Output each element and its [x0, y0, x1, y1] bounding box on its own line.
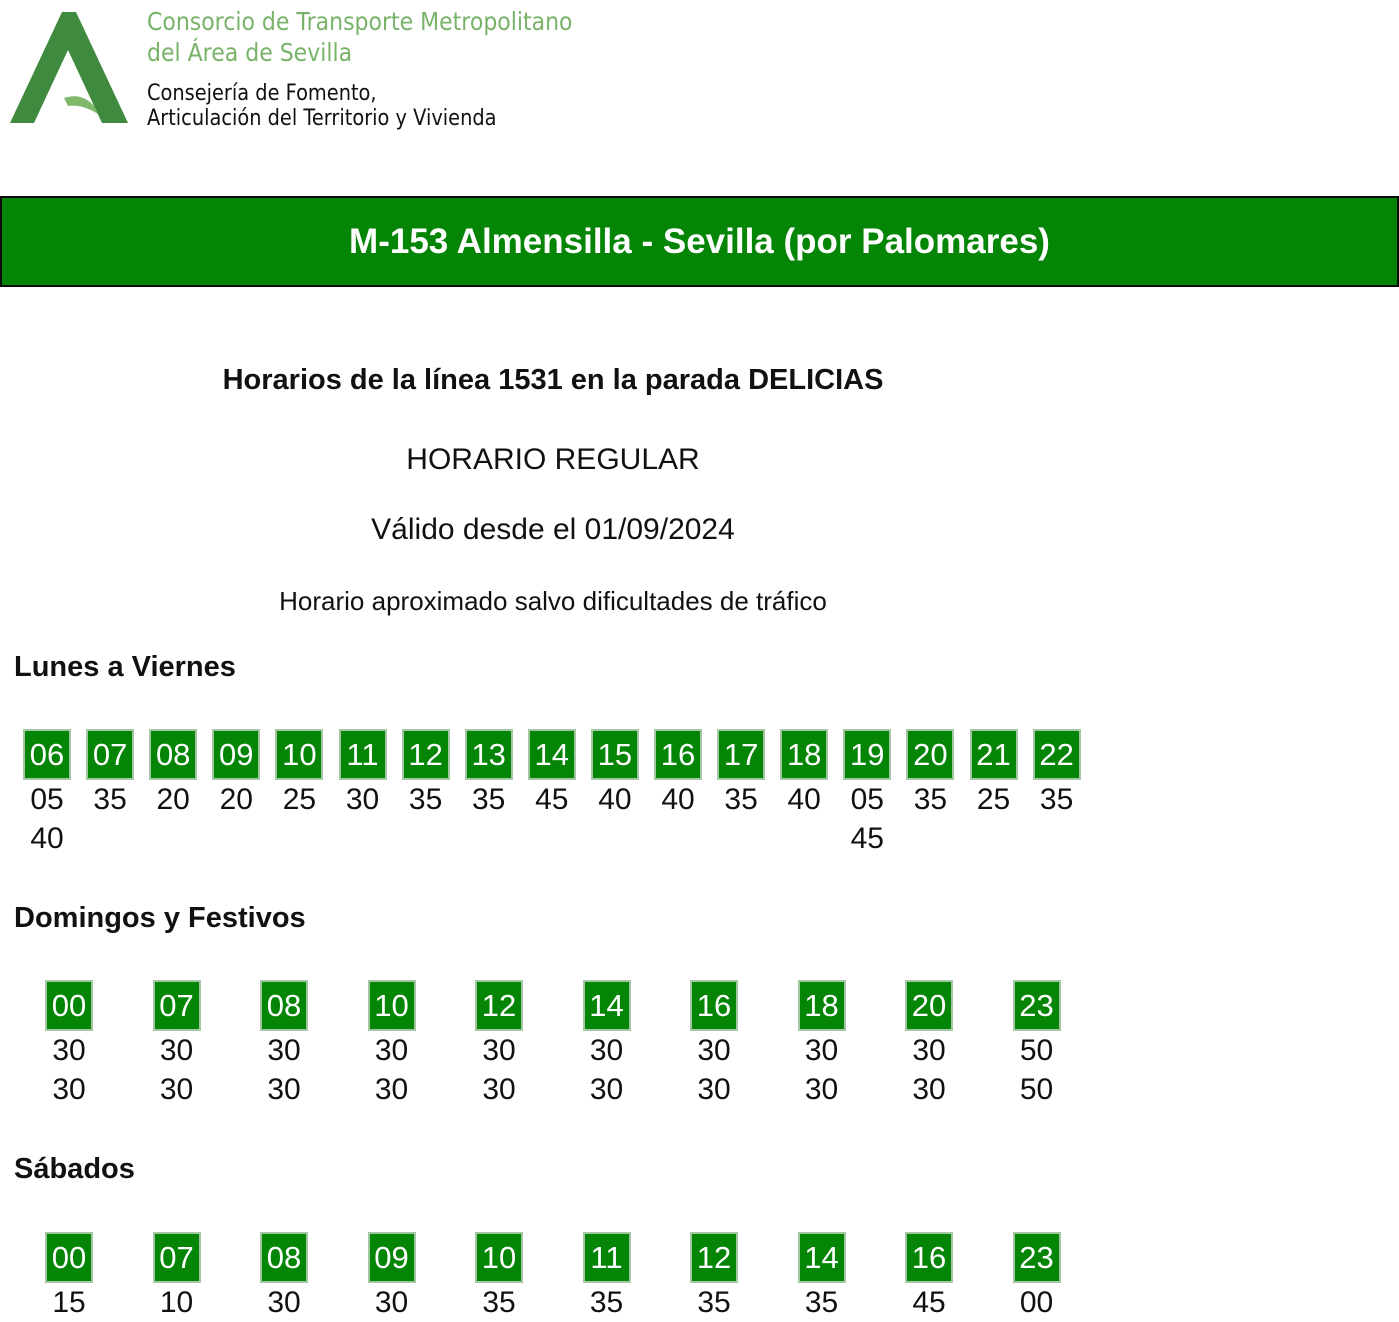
departure-minute: 30 — [374, 1034, 409, 1067]
hour-column — [905, 1232, 953, 1322]
departure-minute: 30 — [159, 1034, 194, 1067]
departure-minute: 40 — [787, 783, 821, 816]
hour-badge: 09 — [212, 729, 260, 780]
hour-column — [1013, 1232, 1061, 1322]
hour-badge: 10 — [275, 729, 323, 780]
hour-badge: 12 — [690, 1232, 738, 1283]
hour-column — [465, 729, 513, 819]
hour-column — [86, 729, 134, 819]
departure-minute: 30 — [804, 1034, 839, 1067]
departure-minute: 35 — [913, 783, 948, 816]
hour-column — [583, 980, 631, 1109]
departure-minute: 30 — [589, 1073, 624, 1106]
hour-badge: 17 — [717, 729, 765, 780]
hour-column — [260, 1232, 308, 1322]
departure-minute: 35 — [804, 1286, 839, 1319]
departure-minute: 30 — [374, 1073, 409, 1106]
hour-badge: 19 — [843, 729, 891, 780]
hour-badge: 08 — [260, 1232, 308, 1283]
hour-column — [475, 980, 523, 1109]
departure-minute: 30 — [267, 1286, 301, 1319]
departure-minute: 30 — [52, 1034, 86, 1067]
saturdays-heading: Sábados — [14, 1153, 135, 1185]
departure-minute: 45 — [535, 783, 569, 816]
hour-column — [717, 729, 765, 819]
hour-column — [528, 729, 576, 819]
departure-minute: 50 — [1019, 1073, 1054, 1106]
departure-minute: 30 — [912, 1073, 946, 1106]
departure-minute: 10 — [159, 1286, 194, 1319]
hour-column — [690, 980, 738, 1109]
traffic-disclaimer: Horario aproximado salvo dificultades de tráfico — [279, 586, 827, 616]
departure-minute: 30 — [482, 1073, 516, 1106]
hour-badge: 20 — [906, 729, 954, 780]
departure-minute: 30 — [589, 1034, 624, 1067]
weekdays-heading: Lunes a Viernes — [14, 651, 236, 683]
hour-badge: 08 — [260, 980, 308, 1031]
hour-column — [780, 729, 828, 819]
department-name-line2: Articulación del Territorio y Vivienda — [147, 106, 497, 131]
hour-badge: 07 — [153, 980, 201, 1031]
hour-badge: 23 — [1013, 980, 1061, 1031]
departure-minute: 40 — [661, 783, 695, 816]
departure-minute: 30 — [159, 1073, 194, 1106]
departure-minute: 50 — [1019, 1034, 1054, 1067]
hour-column — [149, 729, 197, 819]
hour-column — [591, 729, 639, 819]
department-name-line1: Consejería de Fomento, — [147, 81, 377, 106]
departure-minute: 15 — [52, 1286, 86, 1319]
hour-column — [402, 729, 450, 819]
departure-minute: 35 — [697, 1286, 731, 1319]
departure-minute: 30 — [804, 1073, 839, 1106]
departure-minute: 30 — [912, 1034, 946, 1067]
hour-badge: 00 — [45, 980, 93, 1031]
hour-badge: 13 — [465, 729, 513, 780]
hour-badge: 07 — [86, 729, 134, 780]
departure-minute: 35 — [408, 783, 443, 816]
departure-minute: 25 — [282, 783, 317, 816]
schedule-type: HORARIO REGULAR — [406, 443, 700, 476]
hour-badge: 15 — [591, 729, 639, 780]
hour-badge: 08 — [149, 729, 197, 780]
hour-column — [1033, 729, 1081, 819]
departure-minute: 35 — [1039, 783, 1074, 816]
stop-schedule-title: Horarios de la línea 1531 en la parada DELICIAS — [222, 364, 884, 396]
hour-badge: 07 — [153, 1232, 201, 1283]
hour-column — [905, 980, 953, 1109]
consortium-name-line1: Consorcio de Transporte Metropolitano — [147, 7, 573, 36]
hour-column — [475, 1232, 523, 1322]
hour-column — [275, 729, 323, 819]
departure-minute: 30 — [52, 1073, 86, 1106]
consortium-name-line2: del Área de Sevilla — [147, 38, 353, 67]
route-banner — [0, 196, 1399, 287]
hour-badge: 22 — [1033, 729, 1081, 780]
departure-minute: 30 — [267, 1034, 301, 1067]
route-title: M-153 Almensilla - Sevilla (por Palomares) — [349, 221, 1050, 261]
hour-badge: 16 — [905, 1232, 953, 1283]
hour-badge: 00 — [45, 1232, 93, 1283]
departure-minute: 45 — [912, 1286, 946, 1319]
departure-minute: 05 — [850, 783, 884, 816]
hour-badge: 18 — [780, 729, 828, 780]
hour-column — [906, 729, 954, 819]
hour-badge: 12 — [475, 980, 523, 1031]
hour-column — [23, 729, 71, 858]
departure-minute: 30 — [345, 783, 380, 816]
departure-minute: 25 — [976, 783, 1011, 816]
hour-column — [798, 980, 846, 1109]
departure-minute: 05 — [30, 783, 64, 816]
departure-minute: 30 — [267, 1073, 301, 1106]
valid-from-date: Válido desde el 01/09/2024 — [371, 513, 735, 546]
departure-minute: 45 — [850, 822, 884, 855]
hour-column — [368, 1232, 416, 1322]
hour-column — [339, 729, 387, 819]
hour-badge: 12 — [402, 729, 450, 780]
hour-badge: 10 — [368, 980, 416, 1031]
hour-badge: 23 — [1013, 1232, 1061, 1283]
hour-badge: 06 — [23, 729, 71, 780]
hour-badge: 21 — [970, 729, 1018, 780]
hour-badge: 09 — [368, 1232, 416, 1283]
hour-badge: 10 — [475, 1232, 523, 1283]
departure-minute: 35 — [472, 783, 506, 816]
departure-minute: 35 — [93, 783, 127, 816]
departure-minute: 40 — [30, 822, 64, 855]
hour-badge: 14 — [583, 980, 631, 1031]
hour-column — [970, 729, 1018, 819]
hour-badge: 14 — [798, 1232, 846, 1283]
departure-minute: 20 — [219, 783, 253, 816]
hour-column — [153, 980, 201, 1109]
departure-minute: 00 — [1019, 1286, 1054, 1319]
departure-minute: 30 — [697, 1073, 731, 1106]
departure-minute: 30 — [697, 1034, 731, 1067]
sundays-holidays-heading: Domingos y Festivos — [14, 902, 306, 934]
hour-badge: 14 — [528, 729, 576, 780]
departure-minute: 35 — [482, 1286, 516, 1319]
junta-andalucia-a-logo-icon — [10, 10, 132, 128]
hour-badge: 16 — [690, 980, 738, 1031]
departure-minute: 40 — [598, 783, 632, 816]
hour-column — [45, 980, 93, 1109]
hour-column — [260, 980, 308, 1109]
hour-column — [798, 1232, 846, 1322]
department-name — [147, 81, 497, 131]
hour-column — [153, 1232, 201, 1322]
departure-minute: 35 — [724, 783, 758, 816]
hour-column — [583, 1232, 631, 1322]
hour-column — [212, 729, 260, 819]
departure-minute: 30 — [374, 1286, 409, 1319]
hour-column — [1013, 980, 1061, 1109]
hour-column — [654, 729, 702, 819]
hour-column — [368, 980, 416, 1109]
hour-badge: 11 — [583, 1232, 631, 1283]
departure-minute: 30 — [482, 1034, 516, 1067]
hour-column — [45, 1232, 93, 1322]
hour-badge: 16 — [654, 729, 702, 780]
hour-badge: 18 — [798, 980, 846, 1031]
departure-minute: 35 — [589, 1286, 624, 1319]
hour-column — [843, 729, 891, 858]
hour-badge: 20 — [905, 980, 953, 1031]
consortium-name — [147, 6, 572, 68]
hour-column — [690, 1232, 738, 1322]
departure-minute: 20 — [156, 783, 190, 816]
hour-badge: 11 — [339, 729, 387, 780]
